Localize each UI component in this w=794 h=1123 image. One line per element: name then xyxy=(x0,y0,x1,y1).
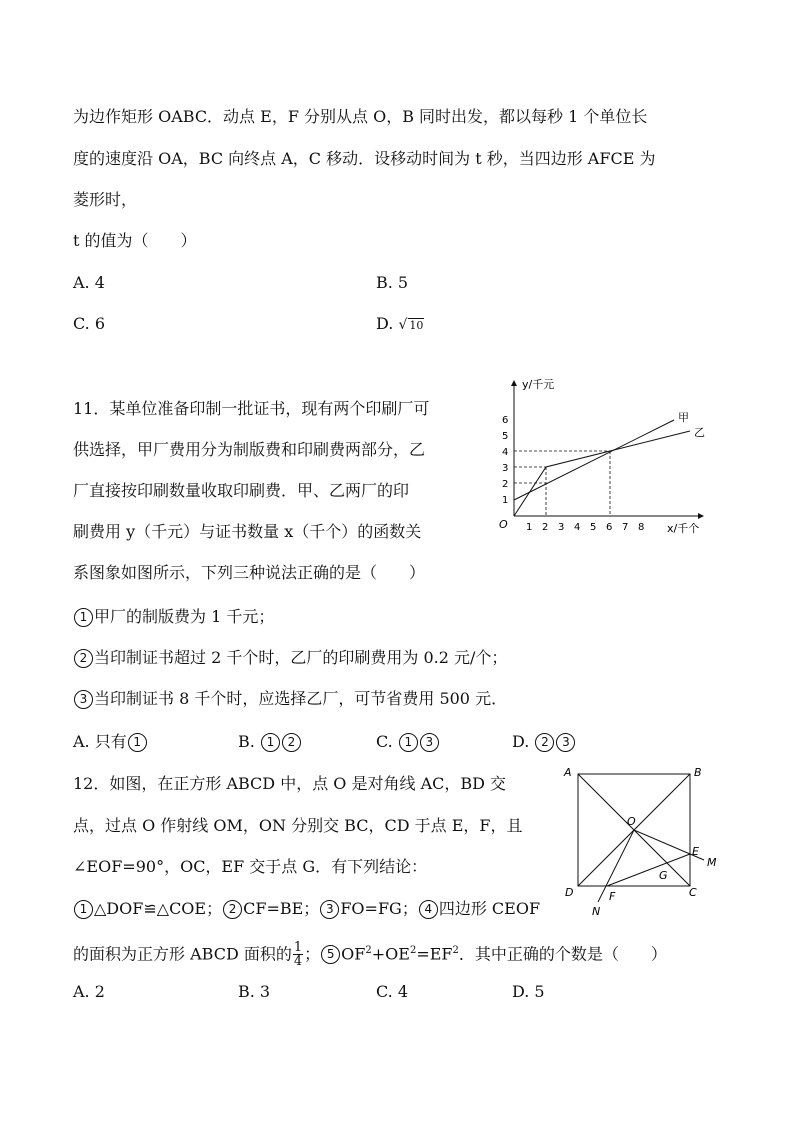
y-tick: 6 xyxy=(502,415,509,426)
point-n: N xyxy=(592,905,601,918)
x-tick: 8 xyxy=(638,522,645,533)
q10-line4: t 的值为（ ） xyxy=(73,231,197,250)
q11-line3: 厂直接按印刷数量收取印刷费．甲、乙两厂的印 xyxy=(73,481,410,500)
ray-on xyxy=(598,830,634,902)
y-axis-label: y/千元 xyxy=(522,378,555,391)
q11-statement-3 xyxy=(73,688,507,710)
label-yi: 乙 xyxy=(694,426,705,439)
superscript: 2 xyxy=(365,945,372,956)
q10-option-d-prefix: D. xyxy=(376,314,394,333)
statement-text: 甲厂的制版费为 1 千元； xyxy=(94,607,275,626)
x-ticks xyxy=(526,522,644,533)
q11-option-d xyxy=(512,731,576,753)
point-d: D xyxy=(565,886,574,899)
conclusion-marker: 5 xyxy=(321,945,340,964)
q12-option-d: D. 5 xyxy=(512,982,545,1001)
conclusion-text: 四边形 CEOF xyxy=(438,899,541,918)
option-marker: 2 xyxy=(535,733,554,752)
option-marker: 1 xyxy=(399,733,418,752)
formula-part: +OE xyxy=(371,944,410,964)
statement-marker: 1 xyxy=(74,608,93,627)
option-marker: 3 xyxy=(420,733,439,752)
q10-option-a: A. 4 xyxy=(73,273,105,292)
x-tick: 1 xyxy=(526,522,533,533)
point-m: M xyxy=(707,856,717,869)
point-o: O xyxy=(627,815,636,828)
option-prefix: C. xyxy=(376,732,398,751)
x-tick: 5 xyxy=(590,522,597,533)
point-e: E xyxy=(692,845,699,858)
conclusion-text: FO=FG； xyxy=(340,899,418,918)
option-marker: 1 xyxy=(128,733,147,752)
q12-option-b: B. 3 xyxy=(238,982,271,1001)
x-tick: 2 xyxy=(542,522,549,533)
superscript: 2 xyxy=(452,945,459,956)
q10-line2: 度的速度沿 OA，BC 向终点 A，C 移动．设移动时间为 t 秒，当四边形 AFCE 为 xyxy=(73,149,656,168)
conclusion-text: CF=BE； xyxy=(243,899,320,918)
conclusion-marker: 1 xyxy=(74,900,93,919)
question-tail: ．其中正确的个数是（ ） xyxy=(458,944,667,964)
y-ticks xyxy=(502,415,508,506)
q11-line5: 系图象如图所示，下列三种说法正确的是（ ） xyxy=(73,563,426,582)
fraction-numerator: 1 xyxy=(293,940,303,956)
superscript: 2 xyxy=(409,945,417,956)
y-tick: 5 xyxy=(502,431,509,442)
q11-option-a xyxy=(73,731,148,753)
conclusion-text: 的面积为正方形 ABCD 面积的 xyxy=(73,944,292,964)
y-tick: 4 xyxy=(502,447,509,458)
separator: ； xyxy=(304,944,321,964)
conclusion-marker: 2 xyxy=(223,900,242,919)
point-b: B xyxy=(694,766,702,779)
q12-option-a: A. 2 xyxy=(73,982,105,1001)
conclusion-marker: 4 xyxy=(419,900,438,919)
q11-function-graph xyxy=(486,372,716,542)
q11-line2: 供选择，甲厂费用分为制版费和印刷费两部分，乙 xyxy=(73,440,426,459)
q10-option-d xyxy=(376,313,424,336)
x-tick: 7 xyxy=(622,522,629,533)
fraction-one-quarter xyxy=(293,941,303,968)
statement-text: 当印制证书超过 2 千个时，乙厂的印刷费用为 0.2 元/个； xyxy=(94,648,508,667)
conclusion-text: △DOF≌△COE； xyxy=(94,899,223,918)
statement-text: 当印制证书 8 千个时，应选择乙厂，可节省费用 500 元． xyxy=(94,689,508,708)
option-marker: 3 xyxy=(556,733,575,752)
point-f: F xyxy=(609,890,616,903)
line-yi xyxy=(514,431,690,516)
q10-line3: 菱形时， xyxy=(73,190,138,209)
x-axis-arrow xyxy=(698,513,704,519)
q11-option-c xyxy=(376,731,440,753)
x-tick: 3 xyxy=(558,522,565,533)
statement-marker: 3 xyxy=(74,690,93,709)
q12-line5 xyxy=(73,936,667,969)
q12-square-figure xyxy=(560,762,730,922)
option-marker: 1 xyxy=(261,733,280,752)
option-prefix: B. xyxy=(238,732,260,751)
q12-line2: 点，过点 O 作射线 OM，ON 分别交 BC，CD 于点 E，F，且 xyxy=(73,816,523,835)
x-tick: 6 xyxy=(606,522,613,533)
origin-label: O xyxy=(499,518,508,531)
x-axis-label: x/千个 xyxy=(667,522,700,535)
fraction-denominator: 4 xyxy=(293,954,303,970)
q10-line1: 为边作矩形 OABC．动点 E，F 分别从点 O，B 同时出发，都以每秒 1 个单位长 xyxy=(73,107,648,126)
q11-option-b xyxy=(238,731,302,753)
q10-option-c: C. 6 xyxy=(73,314,106,333)
formula-part: =EF xyxy=(416,944,453,964)
option-prefix: A. 只有 xyxy=(73,732,127,751)
q12-line3: ∠EOF=90°，OC，EF 交于点 G．有下列结论： xyxy=(73,857,428,876)
option-prefix: D. xyxy=(512,732,535,751)
q11-line4: 刷费用 y（千元）与证书数量 x（千个）的函数关 xyxy=(73,522,422,541)
y-tick: 3 xyxy=(502,463,509,474)
point-a: A xyxy=(564,766,572,779)
q10-option-b: B. 5 xyxy=(376,273,409,292)
label-jia: 甲 xyxy=(678,411,689,424)
line-jia xyxy=(514,420,674,500)
q11-statement-1 xyxy=(73,606,274,628)
conclusion-marker: 3 xyxy=(320,900,339,919)
statement-marker: 2 xyxy=(74,649,93,668)
sqrt-sign: √ xyxy=(398,317,408,333)
option-marker: 2 xyxy=(282,733,301,752)
formula-part: OF xyxy=(341,944,366,964)
y-axis-arrow xyxy=(511,380,517,386)
q11-line1: 11．某单位准备印制一批证书，现有两个印刷厂可 xyxy=(73,399,430,418)
point-g: G xyxy=(659,869,668,882)
q11-statement-2 xyxy=(73,647,507,669)
q12-line4 xyxy=(73,898,540,920)
y-tick: 2 xyxy=(502,479,509,490)
y-tick: 1 xyxy=(502,495,509,506)
x-tick: 4 xyxy=(574,522,581,533)
q12-option-c: C. 4 xyxy=(376,982,409,1001)
point-c: C xyxy=(689,886,697,899)
q12-line1: 12．如图，在正方形 ABCD 中，点 O 是对角线 AC，BD 交 xyxy=(73,774,507,793)
q10-option-d-radicand: 10 xyxy=(409,319,424,332)
